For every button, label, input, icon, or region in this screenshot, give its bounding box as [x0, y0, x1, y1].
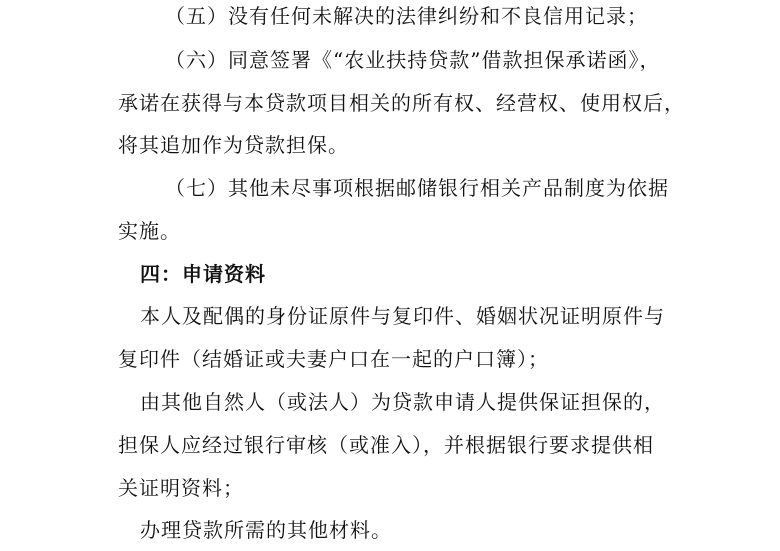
clause-seven: （七）其他未尽事项根据邮储银行相关产品制度为依据: [165, 176, 669, 200]
clause-seven-continued: 实施。: [118, 219, 181, 243]
material-item-other: 办理贷款所需的其他材料。: [140, 518, 392, 542]
material-item-guarantor-continued-1: 担保人应经过银行审核（或准入），并根据银行要求提供相: [118, 433, 654, 457]
material-item-guarantor-continued-2: 关证明资料；: [118, 476, 244, 500]
material-item-id-documents-continued: 复印件（结婚证或夫妻户口在一起的户口簿）；: [118, 347, 549, 371]
clause-six: （六）同意签署《“农业扶持贷款”借款担保承诺函》，: [165, 48, 661, 72]
material-item-id-documents: 本人及配偶的身份证原件与复印件、婚姻状况证明原件与: [140, 304, 665, 328]
clause-six-continued-2: 将其追加作为贷款担保。: [118, 133, 349, 157]
clause-five: （五）没有任何未解决的法律纠纷和不良信用记录；: [165, 4, 648, 28]
section-heading-application-materials: 四：申请资料: [140, 262, 266, 286]
clause-six-continued-1: 承诺在获得与本贷款项目相关的所有权、经营权、使用权后，: [118, 91, 685, 115]
material-item-guarantor: 由其他自然人（或法人）为贷款申请人提供保证担保的，: [140, 390, 665, 414]
